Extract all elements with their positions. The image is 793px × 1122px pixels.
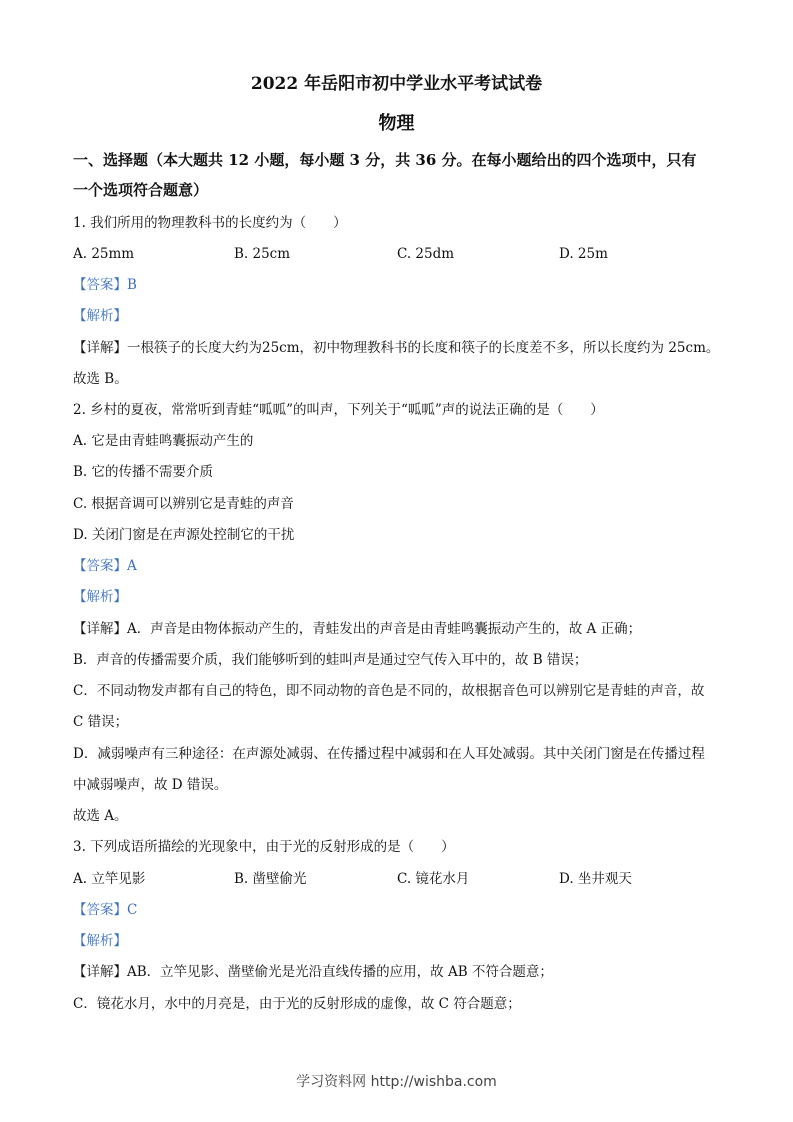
q3-detail-line: 【详解】AB．立竿见影、凿壁偷光是光沿直线传播的应用，故 AB 不符合题意； [73, 964, 553, 980]
section-heading-line1: 一、选择题（本大题共 12 小题，每小题 3 分，共 36 分。在每小题给出的四个选项中，只有 [73, 151, 697, 169]
q3-option-b: B. 凿壁偷光 [234, 871, 307, 887]
q2-detail-line: 故选 A。 [73, 808, 128, 824]
section-heading-line2: 一个选项符合题意） [73, 181, 209, 199]
q3-option-d: D. 坐井观天 [559, 871, 632, 887]
q3-option-a: A. 立竿见影 [73, 871, 146, 887]
footer-watermark: 学习资料网 http://wishba.com [296, 1074, 497, 1090]
q2-option-a: A. 它是由青蛙鸣囊振动产生的 [73, 433, 254, 449]
q2-detail-line: 中减弱噪声，故 D 错误。 [73, 777, 228, 793]
subject-title: 物理 [378, 113, 415, 134]
q1-detail-line: 故选 B。 [73, 371, 128, 387]
q2-option-d: D. 关闭门窗是在声源处控制它的干扰 [73, 527, 295, 543]
q1-option-d: D. 25m [559, 246, 608, 262]
q2-option-c: C. 根据音调可以辨别它是青蛙的声音 [73, 496, 294, 512]
q2-stem: 2. 乡村的夏夜，常常听到青蛙“呱呱”的叫声，下列关于“呱呱”声的说法正确的是（ ） [73, 402, 604, 418]
q3-detail-line: C．镜花水月，水中的月亮是，由于光的反射形成的虚像，故 C 符合题意； [73, 996, 521, 1012]
q2-detail-line: B．声音的传播需要介质，我们能够听到的蛙叫声是通过空气传入耳中的，故 B 错误； [73, 652, 588, 668]
q1-analysis-label: 【解析】 [73, 308, 127, 324]
q2-detail-line: C．不同动物发声都有自己的特色，即不同动物的音色是不同的，故根据音色可以辨别它是青蛙的声音，故 [73, 683, 705, 699]
q1-option-a: A. 25mm [73, 246, 135, 262]
q1-option-b: B. 25cm [234, 246, 291, 262]
q1-stem: 1. 我们所用的物理教科书的长度约为（ ） [73, 215, 347, 231]
q1-detail-line: 【详解】一根筷子的长度大约为25cm，初中物理教科书的长度和筷子的长度差不多，所以长度约为 25cm。 [73, 340, 720, 356]
q1-option-c: C. 25dm [397, 246, 455, 262]
q3-answer: 【答案】C [73, 902, 138, 918]
q1-answer: 【答案】B [73, 277, 137, 293]
q3-analysis-label: 【解析】 [73, 933, 127, 949]
q3-stem: 3. 下列成语所描绘的光现象中，由于光的反射形成的是（ ） [73, 839, 455, 855]
q2-analysis-label: 【解析】 [73, 589, 127, 605]
q2-detail-line: C 错误； [73, 714, 129, 730]
q2-answer: 【答案】A [73, 558, 137, 574]
q2-detail-line: D．减弱噪声有三种途径：在声源处减弱、在传播过程中减弱和在人耳处减弱。其中关闭门窗是在传播过程 [73, 746, 705, 762]
q3-option-c: C. 镜花水月 [397, 871, 470, 887]
q2-option-b: B. 它的传播不需要介质 [73, 464, 214, 480]
exam-title: 2022 年岳阳市初中学业水平考试试卷 [250, 74, 543, 94]
q2-detail-line: 【详解】A．声音是由物体振动产生的，青蛙发出的声音是由青蛙鸣囊振动产生的，故 A 正确； [73, 621, 642, 637]
